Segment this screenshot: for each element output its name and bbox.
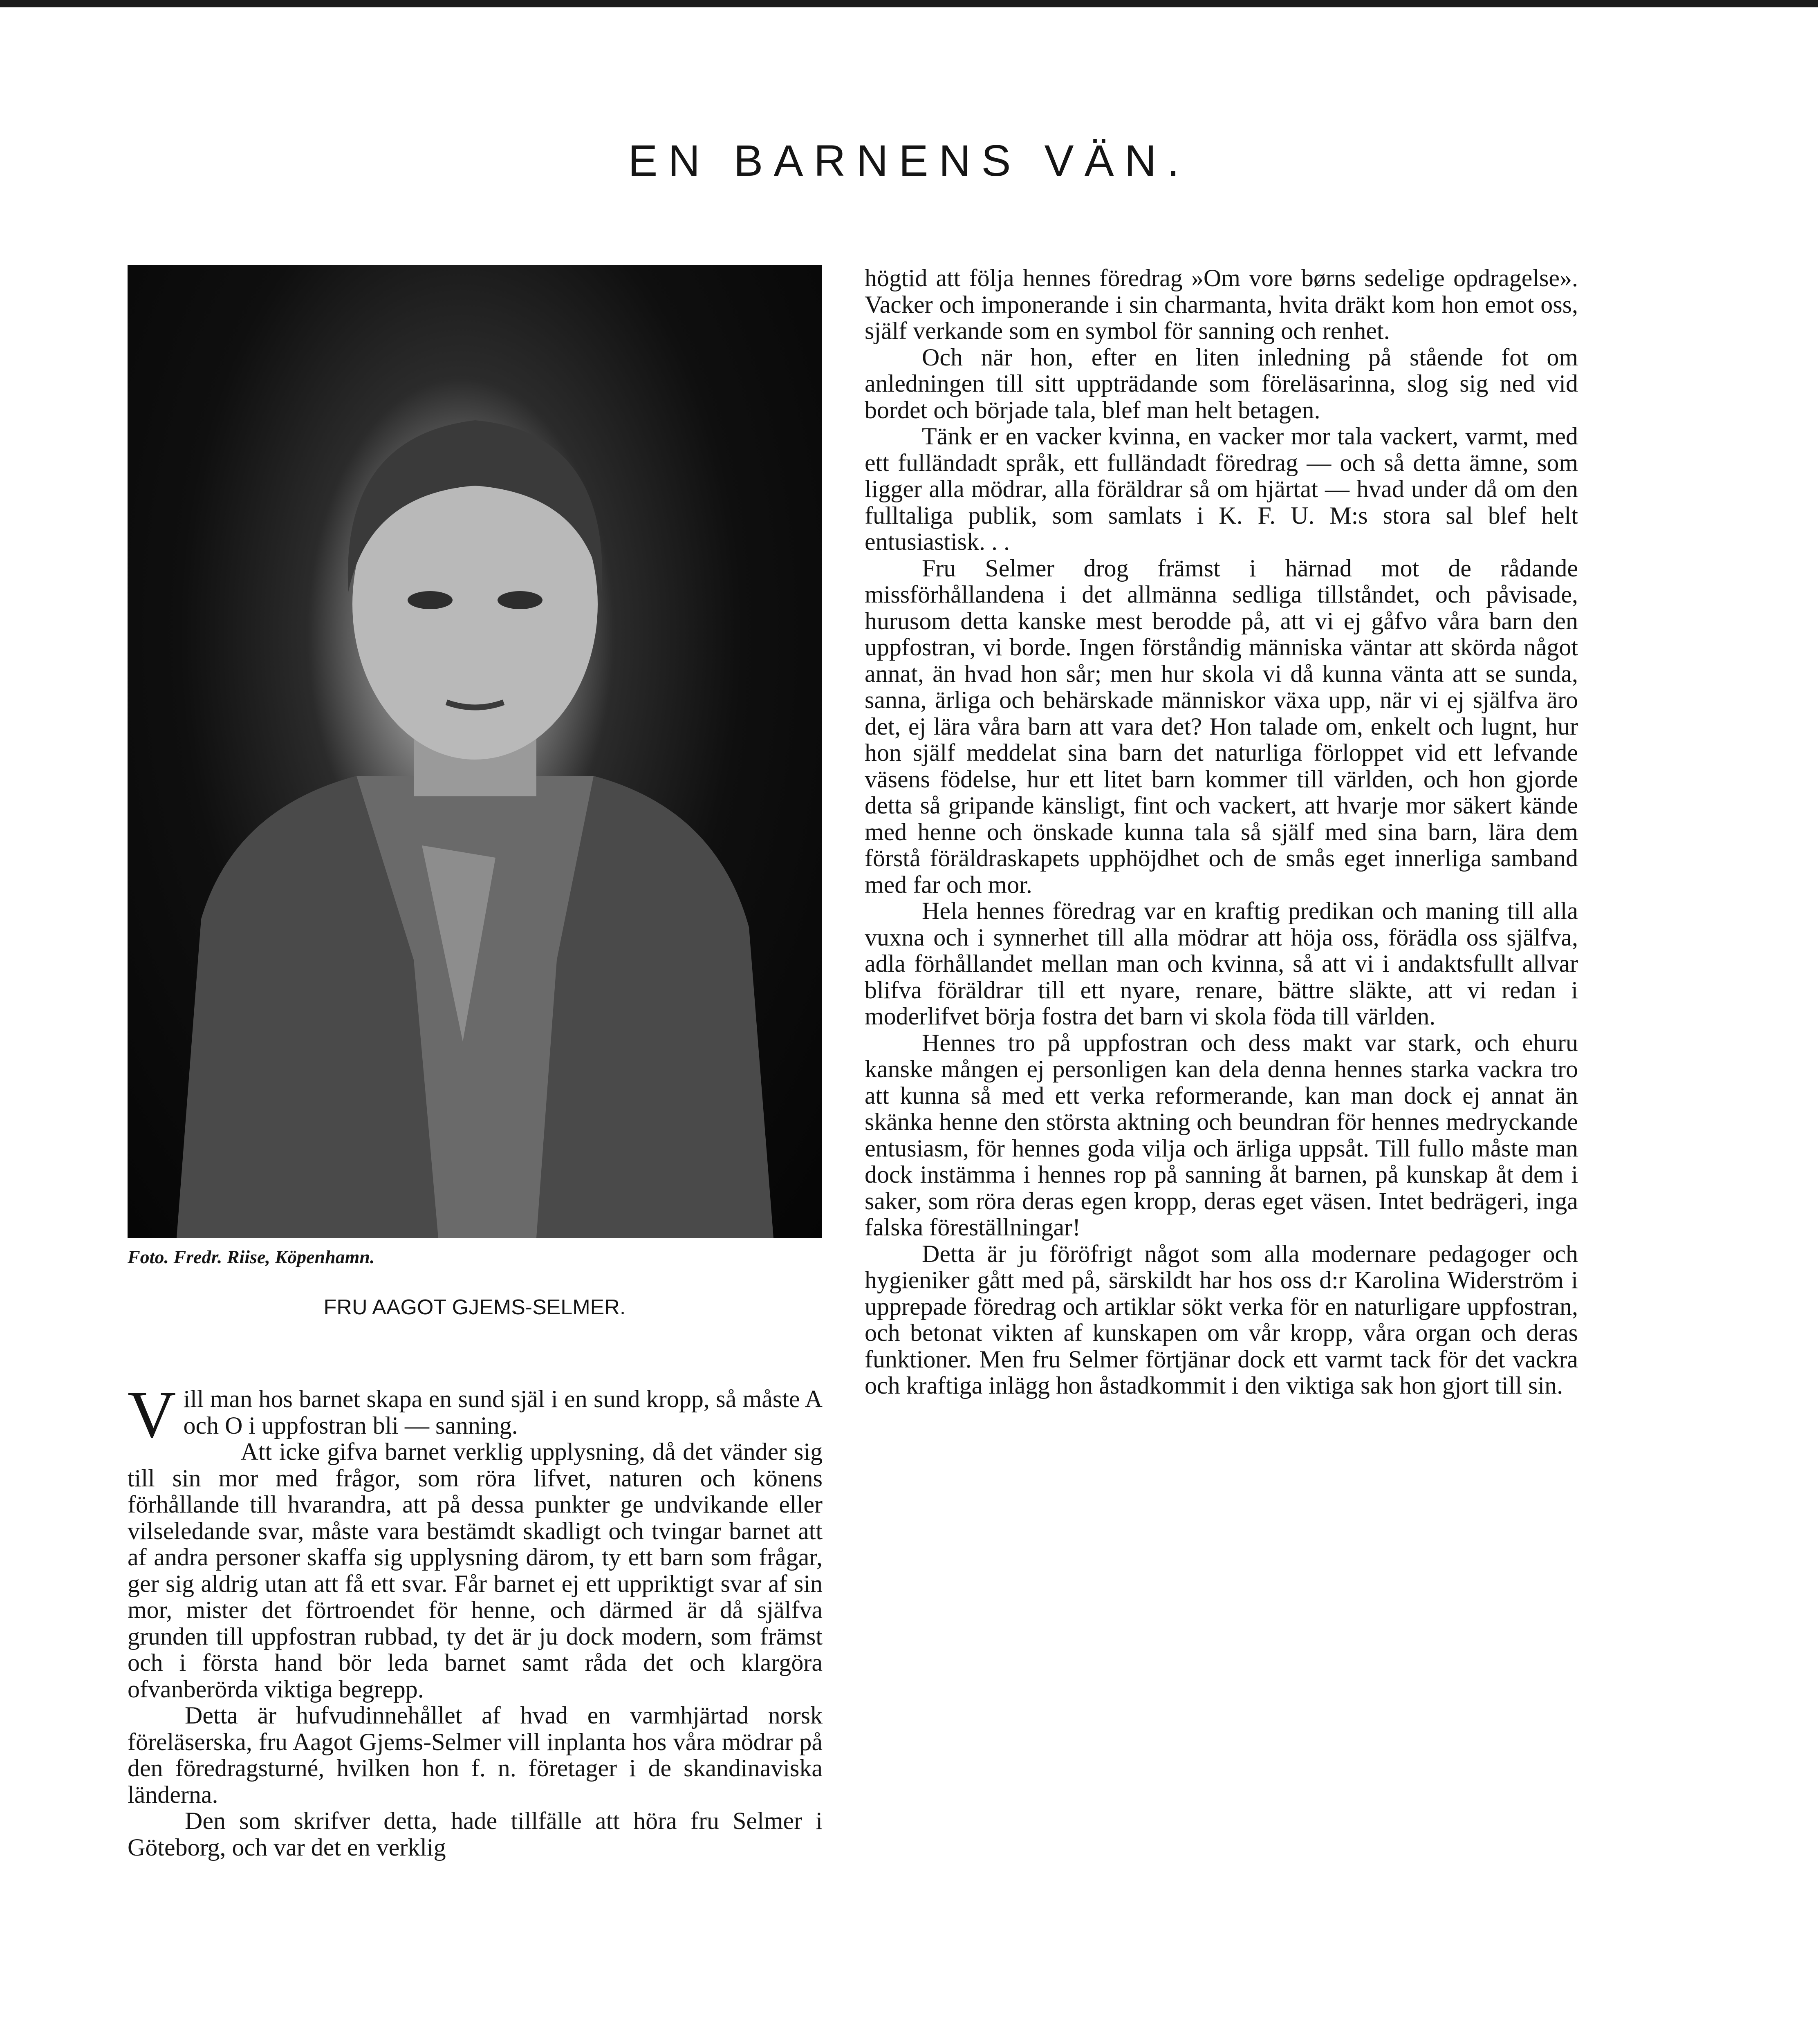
photo-caption: FRU AAGOT GJEMS-SELMER. [323,1295,626,1319]
article-title: EN BARNENS VÄN. [628,136,1190,185]
paragraph: Detta är ju föröfrigt något som alla modernare pedagoger och hygieniker gått med på, särskildt har hos oss d:r Karolina Widerström i upprepade föredrag och artiklar sökt verka för en naturligare uppfostran, och betonat vikten af kunskapen om vår kropp, våra organ och deras funktioner. Men fru Selmer förtjänar dock ett varmt tack för det vackra och kraftiga inlägg hon åstadkommit i den viktiga sak hon gjort till sin. [865,1240,1578,1399]
paragraph: Den som skrifver detta, hade tillfälle att höra fru Selmer i Göteborg, och var det en verklig [128,1807,823,1861]
top-rule [0,0,1818,7]
paragraph: Tänk er en vacker kvinna, en vacker mor tala vackert, varmt, med ett fulländadt språk, ett fulländadt föredrag — och så detta ämne, som ligger alla mödrar, alla föräldrar så om hjärtat — hvad under då om den fulltaliga publik, som samlats i K. F. U. M:s stora sal blef helt entusiastisk. . . [865,423,1578,555]
left-column [128,1378,823,1861]
paragraph: Vill man hos barnet skapa en sund själ i en sund kropp, så måste A och O i uppfostran bli — sanning. [128,1378,823,1452]
dropcap: V [128,1378,176,1452]
paragraph: Hela hennes föredrag var en kraftig predikan och maning till alla vuxna och i synnerhet till alla mödrar att höja oss, förädla oss själfva, adla förhållandet mellan man och kvinna, så att vi i andaktsfullt allvar blifva föräldrar till ett nyare, renare, bättre släkte, att vi redan i moderlifvet börja fostra det barn vi skola föda till världen. [865,897,1578,1030]
portrait-photo [128,265,822,1238]
paragraph: Hennes tro på uppfostran och dess makt var stark, och ehuru kanske mången ej personligen kan dela denna hennes starka vackra tro att kunna så med ett verka reformerande, kan man dock ej annat än skänka henne den största aktning och beundran för hennes medryckande entusiasm, för hennes goda vilja och ärliga uppsåt. Till fullo måste man dock instämma i hennes rop på sanning åt barnen, på kunskap åt dem i saker, som röra deras egen kropp, deras eget väsen. Intet bedrägeri, inga falska föreställningar! [865,1029,1578,1241]
paragraph: Detta är hufvudinnehållet af hvad en varmhjärtad norsk föreläserska, fru Aagot Gjems-Selmer vill inplanta hos våra mödrar på den föredragsturné, hvilken hon f. n. företager i de skandinaviska länderna. [128,1702,823,1808]
right-column [865,265,1578,1399]
paragraph: högtid att följa hennes föredrag »Om vore børns sedelige opdragelse». Vacker och imponerande i sin charmanta, hvita dräkt kom hon emot oss, själf verkande som en symbol för sanning och renhet. [865,264,1578,344]
paragraph: Att icke gifva barnet verklig upplysning, då det vänder sig till sin mor med frågor, som röra lifvet, naturen och könens förhållande till hvarandra, att på dessa punkter ge undvikande eller vilseledande svar, måste vara bestämdt skadligt och tvingar barnet att af andra personer skaffa sig upplysning därom, ty ett barn som frågar, ger sig aldrig utan att få ett svar. Får barnet ej ett uppriktigt svar af sin mor, mister det förtroendet för henne, och därmed är då själfva grunden till uppfostran rubbad, ty det är ju dock modern, som främst och i första hand bör leda barnet samt råda det och klargöra ofvanberörda viktiga begrepp. [128,1438,823,1703]
photo-credit: Foto. Fredr. Riise, Köpenhamn. [128,1246,375,1267]
paragraph: Fru Selmer drog främst i härnad mot de rådande missförhållandena i det allmänna sedliga tillståndet, och påvisade, hurusom detta kanske mest berodde på, att vi ej gåfvo våra barn den uppfostran, vi borde. Ingen förståndig människa väntar att skörda något annat, än hvad hon sår; men hur skola vi då kunna vänta att se sunda, sanna, ärliga och behärskade människor växa upp, när vi ej själfva äro det, ej lära våra barn att vara det? Hon talade om, enkelt och lugnt, hur hon själf meddelat sina barn det naturliga förloppet vid ett lefvande väsens födelse, hur ett litet barn kommer till världen, och hon gjorde detta så gripande känsligt, fint och vackert, att hvarje mor säkert kände med henne och önskade kunna tala så själf med sina barn, lära dem förstå föräldraskapets upphöjdhet och de smås eget innerliga samband med far och mor. [865,554,1578,898]
paragraph: Och när hon, efter en liten inledning på stående fot om anledningen till sitt uppträdande som föreläsarinna, slog sig ned vid bordet och började tala, blef man helt betagen. [865,343,1578,424]
